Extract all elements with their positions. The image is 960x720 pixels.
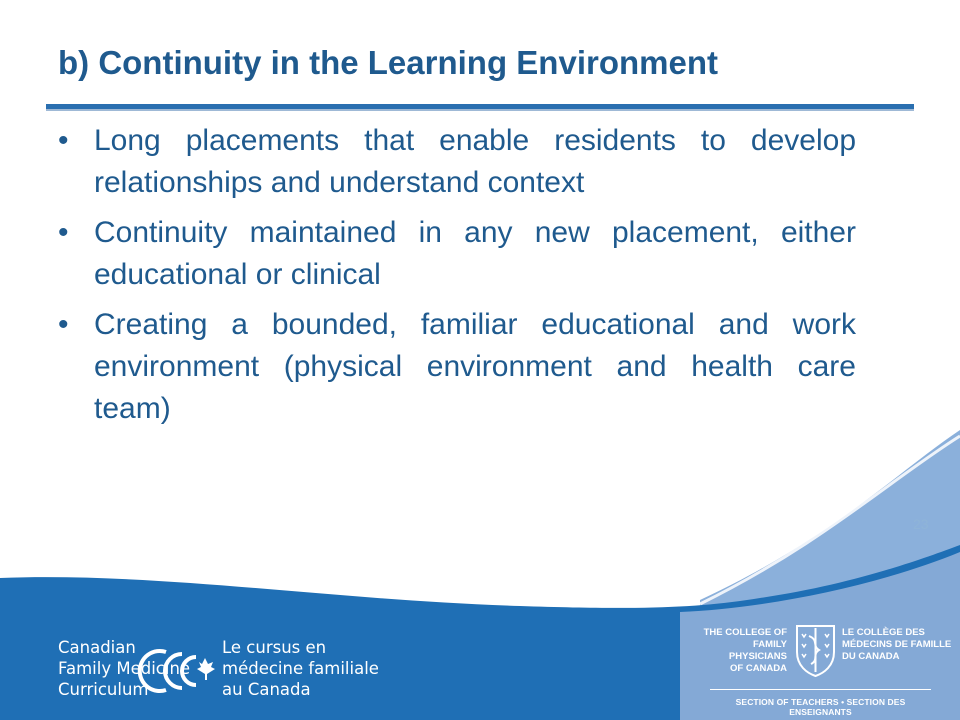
cfpc-english-line: FAMILY PHYSICIANS xyxy=(728,639,787,662)
caduceus-crest-icon xyxy=(793,622,838,678)
section-of-teachers-label: SECTION OF TEACHERS • SECTION DES ENSEIGNANTS xyxy=(735,697,906,717)
bullet-dot: • xyxy=(58,216,69,249)
ccfmc-french-name xyxy=(222,637,379,700)
cfpc-french-line: LE COLLÈGE DES xyxy=(842,627,925,638)
page-number: 23 xyxy=(913,516,929,532)
bullet-list xyxy=(56,120,856,438)
cfpc-divider xyxy=(710,689,931,690)
cfpc-french-name xyxy=(842,627,952,663)
cfpc-english-name xyxy=(695,627,787,675)
ccfmc-logo-letters: CCC xyxy=(136,644,139,645)
ccfmc-french-line: médecine familiale xyxy=(222,659,379,678)
bullet-dot: • xyxy=(58,308,69,341)
bullet-text: Long placements that enable residents to develop relationships and understand context xyxy=(94,124,856,199)
slide-title: b) Continuity in the Learning Environment xyxy=(58,44,718,81)
bullet-text: Creating a bounded, familiar educational and work environment (physical environment and health care team) xyxy=(94,308,856,425)
bullet-dot: • xyxy=(58,124,69,157)
ccfmc-logo-icon xyxy=(136,644,218,698)
bullet-item xyxy=(56,120,856,204)
bullet-item xyxy=(56,212,856,296)
ccfmc-english-line: Family Medicine xyxy=(58,659,191,678)
title-underline-shadow xyxy=(46,109,914,111)
ccfmc-french-line: au Canada xyxy=(222,680,311,699)
bullet-item xyxy=(56,304,856,430)
bullet-text: Continuity maintained in any new placement, either educational or clinical xyxy=(94,216,856,291)
cfpc-french-line: MÉDECINS DE FAMILLE xyxy=(842,639,952,650)
cfpc-english-line: THE COLLEGE OF xyxy=(703,627,787,638)
cfpc-french-line: DU CANADA xyxy=(842,651,900,662)
cfpc-english-line: OF CANADA xyxy=(730,663,787,674)
ccfmc-french-line: Le cursus en xyxy=(222,638,327,657)
ccfmc-english-line: Canadian xyxy=(58,638,136,657)
ccfmc-english-line: Curriculum xyxy=(58,680,149,699)
